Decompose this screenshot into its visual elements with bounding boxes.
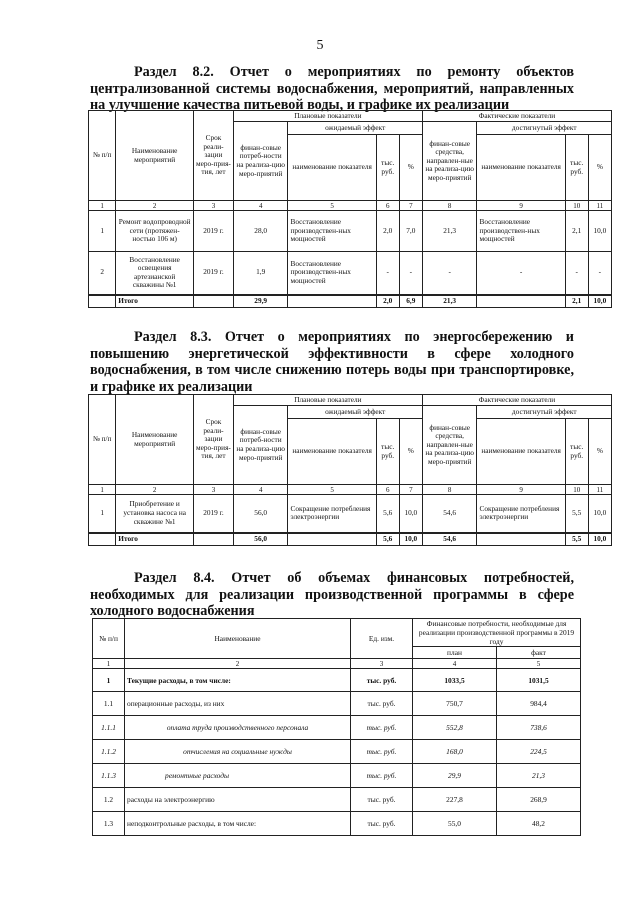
fact-header: факт (497, 647, 581, 659)
row-unit: тыс. руб. (351, 764, 413, 788)
expected-effect-header: ожидаемый эффект (288, 122, 422, 135)
col-number: 10 (565, 201, 588, 211)
plan-pct-header: % (399, 135, 422, 201)
row-plan: 227,8 (413, 788, 497, 812)
section-8-3-heading: Раздел 8.3. Отчет о мероприятиях по энергосбережению и повышению энергетической эффективности в сфере холодного водоснабжения, в том числе снижению потерь воды при транспортировке, и графике их реализации (90, 329, 574, 395)
table-row (93, 692, 581, 716)
col-number: 7 (399, 485, 422, 495)
total-plan-pct: 6,9 (399, 295, 422, 308)
row-plan: 1033,5 (413, 669, 497, 692)
planned-group-header: Плановые показатели (233, 395, 422, 406)
actual-group-header: Фактические показатели (422, 111, 611, 122)
col-number: 2 (125, 659, 351, 669)
row-name: Приобретение и установка насоса на скважине №1 (116, 495, 194, 533)
row-fact-pct: - (588, 252, 611, 295)
table-row (89, 252, 612, 295)
total-row (89, 295, 612, 308)
total-label: Итого (116, 533, 194, 546)
col-number: 6 (376, 485, 399, 495)
row-fact-fin: 21,3 (422, 211, 477, 252)
col-name-header: Наименование (125, 619, 351, 659)
row-plan-pct: 7,0 (399, 211, 422, 252)
col-name-header: Наименование мероприятий (116, 395, 194, 485)
total-fact-rub: 2,1 (565, 295, 588, 308)
row-num: 1.1 (93, 692, 125, 716)
row-fact-indicator: Сокращение потребления электроэнергии (477, 495, 565, 533)
col-number: 2 (116, 485, 194, 495)
plan-pct-header: % (399, 419, 422, 485)
fact-rub-header: тыс. руб. (565, 419, 588, 485)
row-fact-fin: - (422, 252, 477, 295)
col-number: 9 (477, 201, 565, 211)
total-plan-rub: 5,6 (376, 533, 399, 546)
row-fact: 984,4 (497, 692, 581, 716)
row-fact-rub: 2,1 (565, 211, 588, 252)
fact-pct-header: % (588, 419, 611, 485)
section-8-3-table (88, 394, 612, 546)
row-plan-fin: 1,9 (233, 252, 288, 295)
plan-rub-header: тыс. руб. (376, 135, 399, 201)
section-8-2-table (88, 110, 612, 308)
col-number: 10 (565, 485, 588, 495)
col-number: 3 (351, 659, 413, 669)
row-num: 1 (89, 495, 116, 533)
row-term: 2019 г. (194, 495, 234, 533)
row-num: 1.1.2 (93, 740, 125, 764)
col-term-header: Срок реали-зации меро-прия-тия, лет (194, 111, 234, 201)
total-fact-fin: 54,6 (422, 533, 477, 546)
col-number: 2 (116, 201, 194, 211)
row-plan: 29,9 (413, 764, 497, 788)
row-fact: 21,3 (497, 764, 581, 788)
row-plan: 168,0 (413, 740, 497, 764)
plan-indicator-header: наименование показателя (288, 135, 376, 201)
total-plan-pct: 10,0 (399, 533, 422, 546)
row-num: 1.2 (93, 788, 125, 812)
total-plan-rub: 2,0 (376, 295, 399, 308)
row-name: расходы на электроэнергию (125, 788, 351, 812)
achieved-effect-header: достигнутый эффект (477, 406, 612, 419)
table-row (93, 764, 581, 788)
plan-rub-header: тыс. руб. (376, 419, 399, 485)
total-fact-rub: 5,5 (565, 533, 588, 546)
plan-fin-header: финан-совые потреб-ности на реализа-цию меро-приятий (233, 406, 288, 485)
row-plan-indicator: Восстановление производствен-ных мощностей (288, 252, 376, 295)
col-number: 9 (477, 485, 565, 495)
total-plan-fin: 29,9 (233, 295, 288, 308)
total-fact-pct: 10,0 (588, 295, 611, 308)
row-unit: тыс. руб. (351, 669, 413, 692)
col-number: 5 (288, 201, 376, 211)
row-name: Текущие расходы, в том числе: (125, 669, 351, 692)
row-fact-pct: 10,0 (588, 495, 611, 533)
col-number: 8 (422, 201, 477, 211)
plan-header: план (413, 647, 497, 659)
actual-fin-header: финан-совые средства, направлен-ные на реализа-цию меро-приятий (422, 122, 477, 201)
row-plan-rub: 2,0 (376, 211, 399, 252)
row-fact: 268,9 (497, 788, 581, 812)
planned-group-header: Плановые показатели (233, 111, 422, 122)
row-term: 2019 г. (194, 252, 234, 295)
row-num: 1 (89, 211, 116, 252)
col-number: 4 (413, 659, 497, 669)
col-number: 11 (588, 201, 611, 211)
row-fact-fin: 54,6 (422, 495, 477, 533)
row-num: 1.1.1 (93, 716, 125, 740)
row-unit: тыс. руб. (351, 692, 413, 716)
actual-fin-header: финан-совые средства, направлен-ные на реализа-цию меро-приятий (422, 406, 477, 485)
row-fact: 224,5 (497, 740, 581, 764)
fact-indicator-header: наименование показателя (477, 135, 565, 201)
row-plan-indicator: Восстановление производствен-ных мощностей (288, 211, 376, 252)
col-number: 4 (233, 201, 288, 211)
total-plan-fin: 56,0 (233, 533, 288, 546)
row-unit: тыс. руб. (351, 740, 413, 764)
row-fact: 738,6 (497, 716, 581, 740)
col-number: 3 (194, 201, 234, 211)
row-unit: тыс. руб. (351, 716, 413, 740)
row-plan-pct: - (399, 252, 422, 295)
row-fact-rub: 5,5 (565, 495, 588, 533)
col-number: 3 (194, 485, 234, 495)
row-plan: 552,8 (413, 716, 497, 740)
col-number: 1 (89, 201, 116, 211)
row-num: 1.1.3 (93, 764, 125, 788)
row-plan: 55,0 (413, 812, 497, 836)
expected-effect-header: ожидаемый эффект (288, 406, 422, 419)
row-name: Ремонт водопроводной сети (протяжен-ностью 106 м) (116, 211, 194, 252)
row-name: операционные расходы, из них (125, 692, 351, 716)
col-number: 1 (89, 485, 116, 495)
row-name: отчисления на социальные нужды (125, 740, 351, 764)
section-8-4-heading: Раздел 8.4. Отчет об объемах финансовых потребностей, необходимых для реализации производственной программы в сфере холодного водоснабжения (90, 570, 574, 619)
row-plan-indicator: Сокращение потребления электроэнергии (288, 495, 376, 533)
row-num: 1 (93, 669, 125, 692)
col-number: 1 (93, 659, 125, 669)
row-fact-rub: - (565, 252, 588, 295)
row-term: 2019 г. (194, 211, 234, 252)
row-unit: тыс. руб. (351, 812, 413, 836)
table-row (93, 812, 581, 836)
col-number: 6 (376, 201, 399, 211)
row-fact: 1031,5 (497, 669, 581, 692)
row-plan-pct: 10,0 (399, 495, 422, 533)
col-unit-header: Ед. изм. (351, 619, 413, 659)
col-num-header: № п/п (89, 395, 116, 485)
row-plan-rub: - (376, 252, 399, 295)
plan-indicator-header: наименование показателя (288, 419, 376, 485)
page-number: 5 (316, 38, 324, 53)
needs-header: Финансовые потребности, необходимые для реализации производственной программы в 2019 году (413, 619, 581, 647)
row-num: 2 (89, 252, 116, 295)
actual-group-header: Фактические показатели (422, 395, 611, 406)
row-fact-indicator: Восстановление производствен-ных мощностей (477, 211, 565, 252)
row-plan: 750,7 (413, 692, 497, 716)
col-number: 11 (588, 485, 611, 495)
row-name: оплата труда производственного персонала (125, 716, 351, 740)
row-fact: 48,2 (497, 812, 581, 836)
table-row (93, 788, 581, 812)
achieved-effect-header: достигнутый эффект (477, 122, 612, 135)
col-number: 5 (288, 485, 376, 495)
row-plan-fin: 56,0 (233, 495, 288, 533)
col-number: 5 (497, 659, 581, 669)
row-name: неподконтрольные расходы, в том числе: (125, 812, 351, 836)
col-number: 7 (399, 201, 422, 211)
col-term-header: Срок реали-зации меро-прия-тия, лет (194, 395, 234, 485)
fact-pct-header: % (588, 135, 611, 201)
col-num-header: № п/п (93, 619, 125, 659)
row-name: ремонтные расходы (125, 764, 351, 788)
row-plan-rub: 5,6 (376, 495, 399, 533)
plan-fin-header: финан-совые потреб-ности на реализа-цию меро-приятий (233, 122, 288, 201)
fact-rub-header: тыс. руб. (565, 135, 588, 201)
row-fact-pct: 10,0 (588, 211, 611, 252)
col-number: 8 (422, 485, 477, 495)
table-row (89, 495, 612, 533)
table-row (93, 740, 581, 764)
row-fact-indicator: - (477, 252, 565, 295)
total-label: Итого (116, 295, 194, 308)
total-row (89, 533, 612, 546)
section-8-2-heading: Раздел 8.2. Отчет о мероприятиях по ремонту объектов централизованной системы водоснабжения, мероприятий, направленных на улучшение качества питьевой воды, и графике их реализации (90, 64, 574, 113)
col-num-header: № п/п (89, 111, 116, 201)
table-row (93, 669, 581, 692)
row-plan-fin: 28,0 (233, 211, 288, 252)
col-name-header: Наименование мероприятий (116, 111, 194, 201)
fact-indicator-header: наименование показателя (477, 419, 565, 485)
row-unit: тыс. руб. (351, 788, 413, 812)
table-row (93, 716, 581, 740)
col-number: 4 (233, 485, 288, 495)
row-name: Восстановление освещения артезианской скважины №1 (116, 252, 194, 295)
total-fact-fin: 21,3 (422, 295, 477, 308)
row-num: 1.3 (93, 812, 125, 836)
section-8-4-table (92, 618, 581, 836)
table-row (89, 211, 612, 252)
total-fact-pct: 10,0 (588, 533, 611, 546)
